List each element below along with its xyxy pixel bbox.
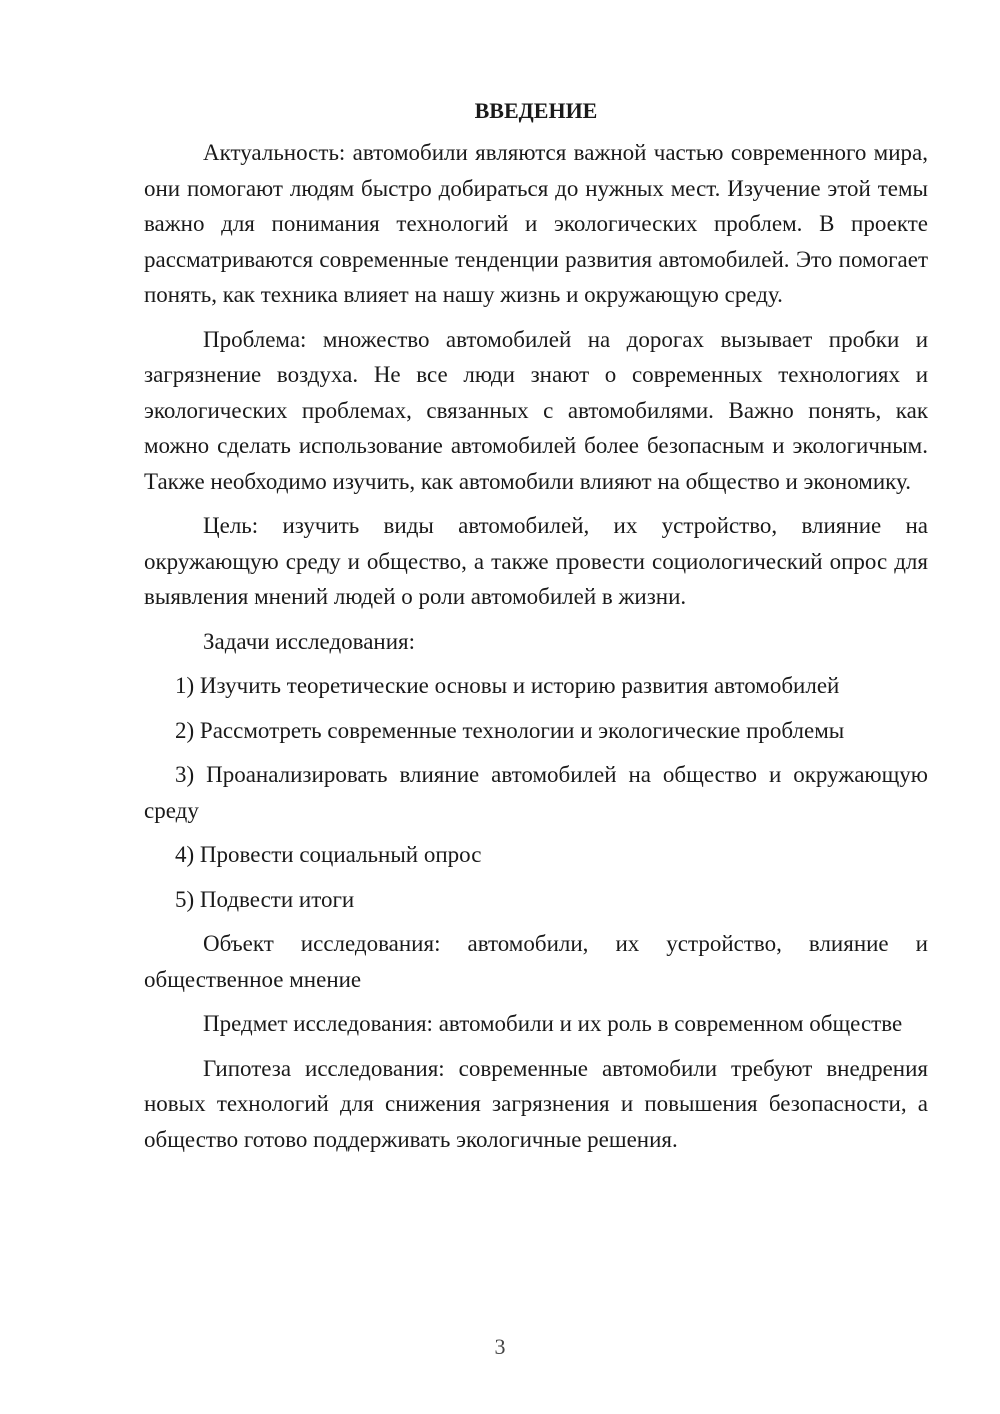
task-item-2: 2) Рассмотреть современные технологии и экологические проблемы bbox=[175, 717, 845, 743]
paragraph-subject: Предмет исследования: автомобили и их роль в современном обществе bbox=[203, 1011, 903, 1036]
paragraph-hypothesis: Гипотеза исследования: современные автомобили требуют внедрения новых технологий для снижения загрязнения и повышения безопасности, а общество готово поддерживать экологичные решения. bbox=[144, 1055, 928, 1152]
paragraph-goal: Цель: изучить виды автомобилей, их устройство, влияние на окружающую среду и общество, а также провести социологический опрос для выявления мнений людей о роли автомобилей в жизни. bbox=[144, 513, 928, 609]
tasks-heading: Задачи исследования: bbox=[203, 628, 416, 654]
paragraph-object: Объект исследования: автомобили, их устройство, влияние и общественное мнение bbox=[144, 931, 928, 992]
task-item-5: 5) Подвести итоги bbox=[175, 886, 355, 912]
section-title: ВВЕДЕНИЕ bbox=[474, 98, 598, 123]
paragraph-problem: Проблема: множество автомобилей на дорогах вызывает пробки и загрязнение воздуха. Не все люди знают о современных технологиях и экологических проблемах, связанных с автомобилями. Важно понять, как можно сделать использование автомобилей более безопасным и экологичным. Также необходимо изучить, как автомобили влияют на общество и экономику. bbox=[144, 326, 928, 494]
page-content bbox=[144, 96, 928, 1166]
task-item-4: 4) Провести социальный опрос bbox=[175, 842, 482, 867]
task-item-1: 1) Изучить теоретические основы и историю развития автомобилей bbox=[175, 673, 840, 698]
task-item-3: 3) Проанализировать влияние автомобилей на общество и окружающую среду bbox=[144, 762, 928, 823]
page-number: 3 bbox=[494, 1334, 506, 1359]
paragraph-relevance: Актуальность: автомобили являются важной частью современного мира, они помогают людям быстро добираться до нужных мест. Изучение этой темы важно для понимания технологий и экологических проблем. В проекте рассматриваются современные тенденции развития автомобилей. Это помогает понять, как техника влияет на нашу жизнь и окружающую среду. bbox=[144, 140, 928, 307]
